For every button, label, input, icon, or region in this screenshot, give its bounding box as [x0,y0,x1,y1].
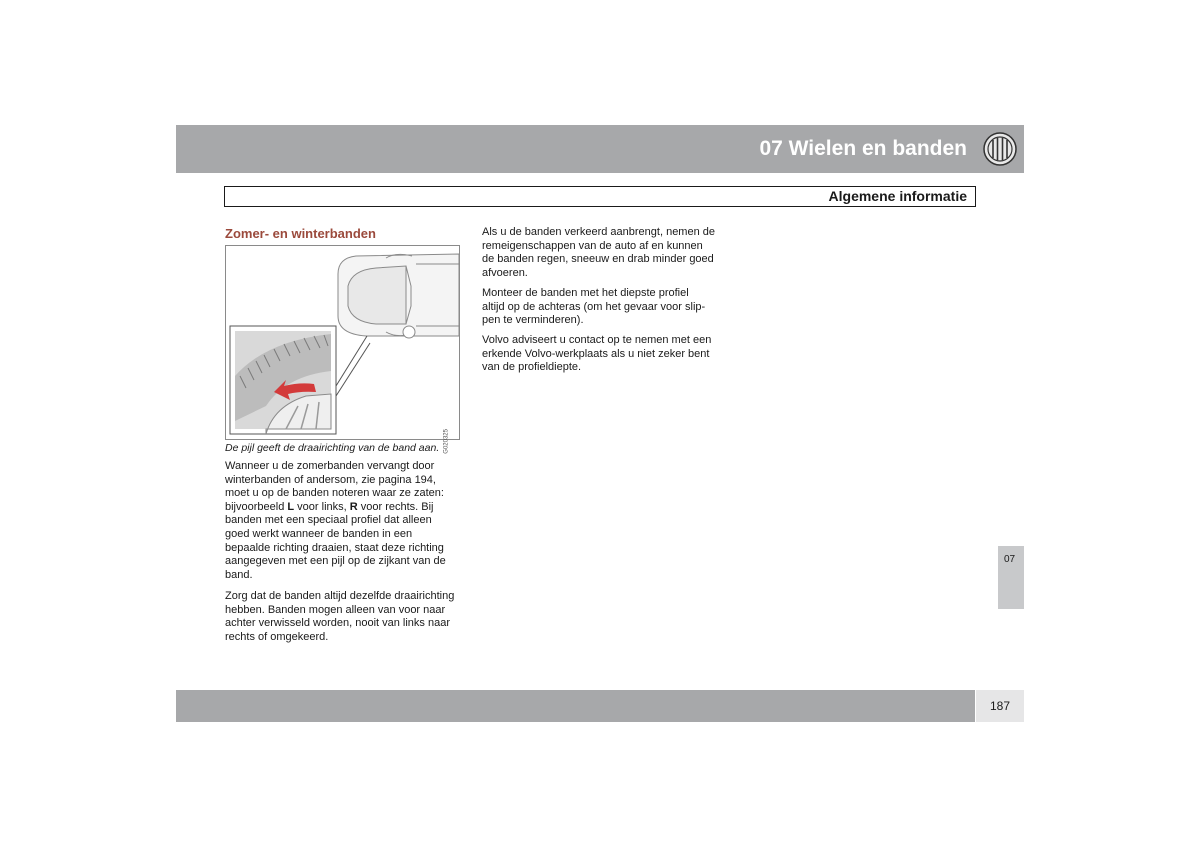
chapter-title: 07 Wielen en banden [759,137,967,160]
text-line: de banden regen, sneeuw en drab minder goed [482,253,714,266]
text-line: winterbanden of andersom, zie pagina 194, [225,473,436,486]
page-number: 187 [990,699,1011,713]
text-line: erkende Volvo-werkplaats als u niet zeker bent [482,347,710,360]
paragraph-deepest-profile [482,287,705,328]
text-line: pen te verminderen). [482,314,584,327]
text-line: banden met een speciaal profiel dat alleen [225,514,432,527]
text-line: aangegeven met een pijl op de zijkant van de [225,555,446,568]
page-number-box [976,690,1024,722]
text-line: band. [225,568,253,581]
text-line: bepaalde richting draaien, staat deze richting [225,541,444,554]
text-line: bijvoorbeeld L voor links, R voor rechts. Bij [225,500,434,513]
text-line: Wanneer u de zomerbanden vervangt door [225,460,435,472]
footer-bar [176,690,975,722]
text-line: moet u op de banden noteren waar ze zaten: [225,487,444,500]
tire-icon [982,131,1018,167]
text-line: afvoeren. [482,266,528,279]
chapter-side-tab [998,546,1024,609]
side-tab-label: 07 [1004,554,1016,565]
text-line: rechts of omgekeerd. [225,630,329,643]
text-line: goed werkt wanneer de banden in een [225,527,413,540]
section-title: Algemene informatie [828,188,967,204]
text-line: achter verwisseld worden, nooit van links naar [225,617,451,630]
text-line: Monteer de banden met het diepste profiel [482,287,689,299]
text-line: altijd op de achteras (om het gevaar voor slip- [482,300,706,313]
text-line: van de profieldiepte. [482,361,582,374]
paragraph-tire-marking [225,460,446,582]
chapter-header-bar [176,125,1024,173]
text-line: Volvo adviseert u contact op te nemen met een [482,334,712,346]
figure-caption: De pijl geeft de draairichting van de band aan. [225,442,440,454]
paragraph-wrong-mounting [482,226,715,280]
section-header [224,186,976,207]
text-line: Als u de banden verkeerd aanbrengt, nemen de [482,226,715,238]
paragraph-volvo-advice [482,334,711,375]
tire-illustration [226,246,459,439]
text-line: Zorg dat de banden altijd dezelfde draairichting [225,590,455,602]
section-heading: Zomer- en winterbanden [225,226,376,241]
figure-code: G020325 [444,429,450,454]
paragraph-rotation-direction [225,590,454,644]
text-line: hebben. Banden mogen alleen van voor naar [225,603,446,616]
text-line: remeigenschappen van de auto af en kunnen [482,239,703,252]
